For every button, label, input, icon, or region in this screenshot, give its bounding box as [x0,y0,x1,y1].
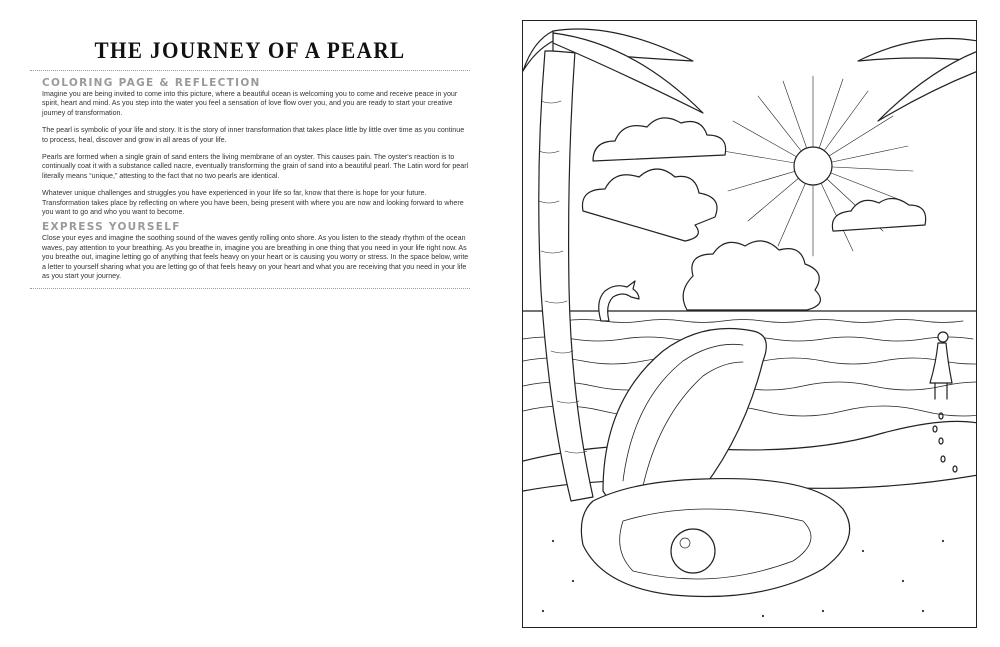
divider [30,288,470,289]
palm-trunk [539,51,593,501]
woman-figure [930,332,952,399]
pearl [671,529,715,573]
coloring-illustration [522,20,977,628]
paragraph: Whatever unique challenges and struggles you have experienced in your life so far, know that there is hope for your future. Transformation takes place by reflecting on where you have been, being present with where you are now and looking forward to where you want to go and who you want to become. [42,189,464,217]
section-heading-coloring: COLORING PAGE & REFLECTION [42,77,261,89]
cloud [683,241,820,310]
cloud [593,118,726,161]
sun [794,147,832,185]
paragraph: The pearl is symbolic of your life and story. It is the story of inner transformation that takes place little by little over time as you continue to process, heal, discover and grow in all areas of your life. [42,126,465,144]
cloud [582,169,717,241]
palm-fronds [858,39,977,122]
shoreline [523,421,977,461]
paragraph: Imagine you are being invited to come into this picture, where a beautiful ocean is welcoming you to come and receive peace in your spirit, heart and mind. As you step into the water you feel a sensation of love flow over you, and you are ready to start your creative journey of transformation. [42,90,458,117]
section-heading-express: EXPRESS YOURSELF [42,221,181,234]
dolphin [599,281,639,321]
cloud [832,198,925,231]
oyster-lower-shell [581,479,849,597]
paragraph: Pearls are formed when a single grain of sand enters the living membrane of an oyster. This causes pain. The oyster's reaction is to continually coat it with a substance called nacre, eventually transforming the grain of sand into a beautiful pearl. The Latin word for pearl literally means “unique,” attesting to the fact that no two pearls are identical. [42,153,469,180]
divider [30,70,470,71]
paragraph: Close your eyes and imagine the soothing sound of the waves gently rolling onto shore. As you listen to the steady rhythm of the ocean waves, pay attention to your breathing. As you breathe in, imagine you are breathing in one thing that you need in your life right now. As you breathe out, imagine letting go of anything that feels heavy on your heart or is causing you worry or stress. In the space below, write a letter to yourself sharing what you are letting go of that feels heavy on your heart and what you are receiving that you need in your life as you start your journey. [42,234,469,281]
reflection-page [30,30,470,289]
page-title: THE JOURNEY OF A PEARL [94,38,406,63]
beach-scene-drawing [523,21,977,628]
